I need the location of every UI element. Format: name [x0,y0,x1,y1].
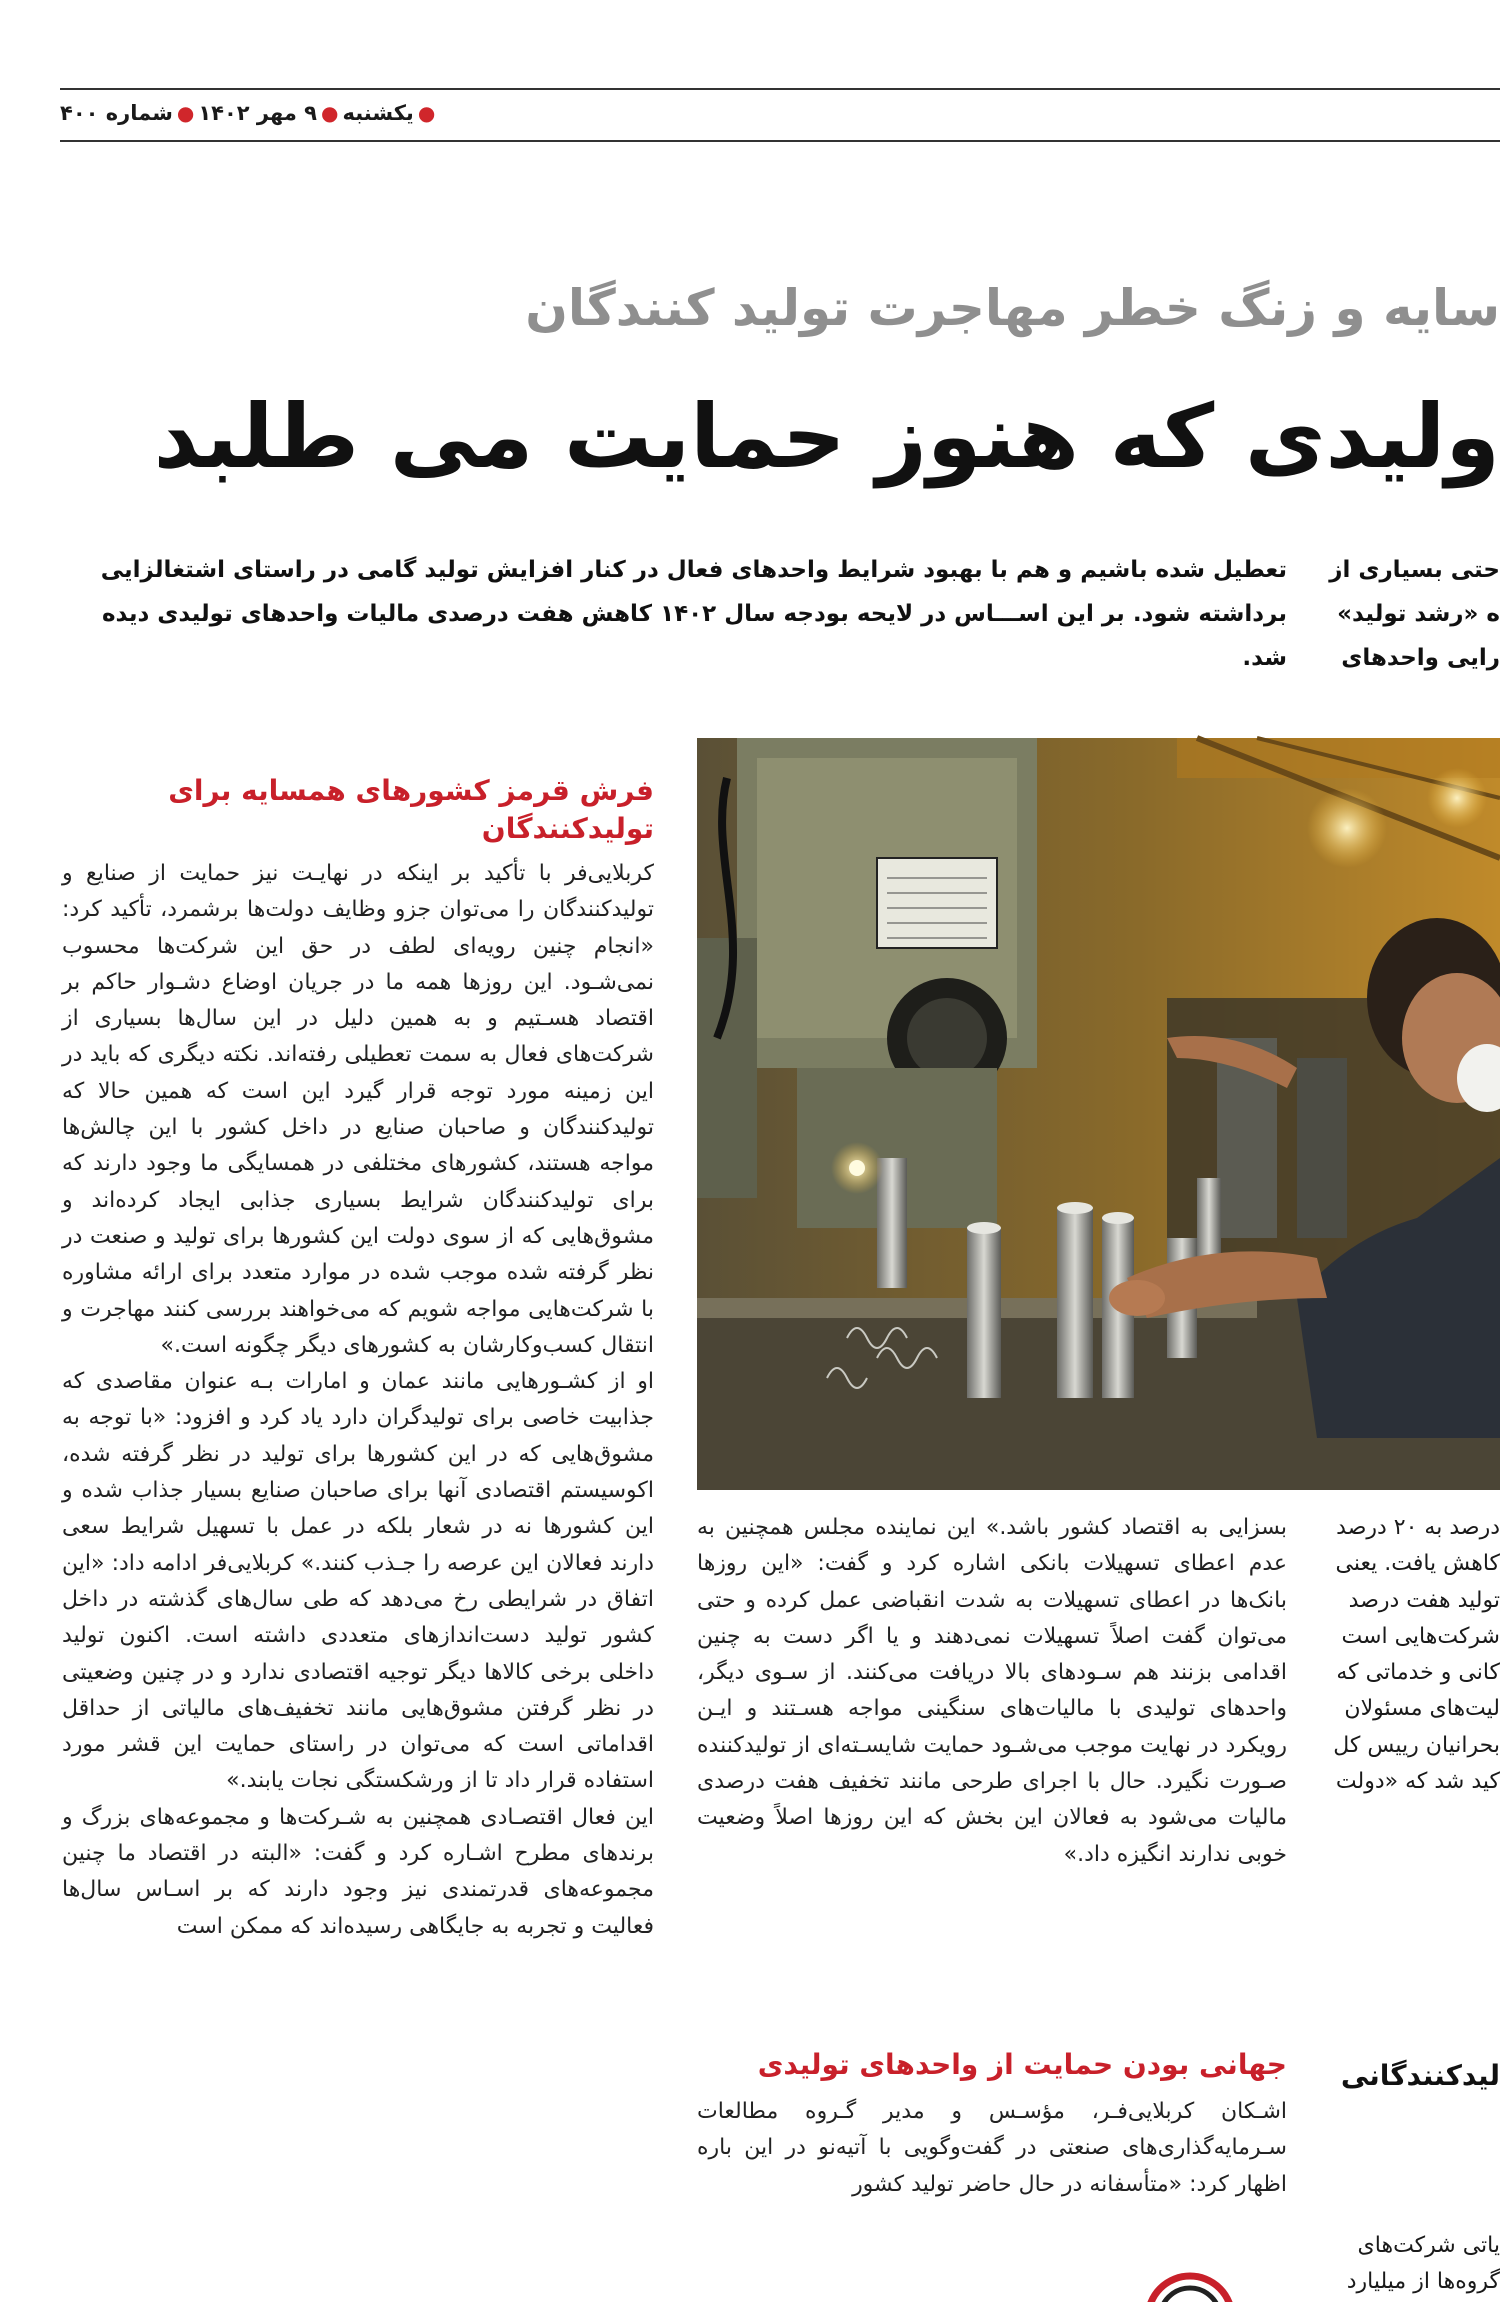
logo-mark-icon [1140,2268,1240,2298]
paragraph: کربلایی‌فر با تأکید بر اینکه در نهایـت نیز حمایت از صنایع و تولیدکنندگان را می‌توان جزو وظایف دولت‌ها برشمرد، تأکید کرد: «انجام چنین رویه‌ای لطف در حق این شرکت‌ها محسوب نمی‌شـود. این روزها همه ما در جریان اوضاع دشـوار حاکم بر اقتصاد هسـتیم و به همین دلیل در این سال‌ها بسیاری از شرکت‌های فعال به سمت تعطیلی رفته‌اند. نکته دیگری که باید در این زمینه مورد توجه قرار گیرد این است که همین حالا که تولیدکنندگان و صاحبان صنایع در داخل کشور با این چالش‌ها مواجه هستند، کشورهای مختلفی در همسایگی ما وجود دارند که برای تولیدکنندگان شرایط بسیاری جذابی ایجاد کرده‌اند و مشوق‌هایی که از سوی دولت این کشورها برای تولید و صنعت در نظر گرفته شده موجب شده در موارد متعدد برای ارائه مشاوره با شرکت‌هایی مواجه شویم که می‌خواهند بررسی کنند مهاجرت و انتقال کسب‌وکارشان به کشورهای دیگر چگونه است.» [62,861,654,1358]
text-line: کید شد که «دولت [1335,1769,1500,1795]
text-line: کاهش یافت. یعنی [1335,1551,1500,1577]
text-line: بحرانیان رییس کل [1333,1732,1500,1758]
bullet-dot-icon: ● [417,101,436,125]
article-column-middle-continued [697,2094,1287,2222]
section-heading-left: فرش قرمز کشورهای همسایه برای تولیدکنندگان [168,774,654,845]
paragraph: این فعال اقتصـادی همچنین به شـرکت‌ها و مجموعه‌های بزرگ و برندهای مطرح اشـاره کرد و گفت: «البته در اقتصاد ما چنین مجموعه‌های قدرتمندی نیز وجود دارند که بر اسـاس سال‌ها فعالیت و تجربه به جایگاهی رسیده‌اند که ممکن است [62,1804,654,1939]
article-column-right-tail [1332,2228,1500,2298]
main-headline: ولیدی که هنوز حمایت می طلبد [153,385,1500,488]
article-column-left [62,856,654,2206]
lead-paragraph: تعطیل شده باشیم و هم با بهبود شرایط واحدهای فعال در کنار افزایش تولید گامی در راستای اشتغالزایی برداشته شود. بر این اســـاس در لایحه بودجه سال ۱۴۰۲ کاهش هفت درصدی مالیات واحدهای تولیدی دیده شد. [100,557,1287,671]
dateline-date: ۹ مهر ۱۴۰۲ [198,101,317,125]
text-line: یاتی شرکت‌های [1357,2233,1500,2258]
paragraph: بسزایی به اقتصاد کشور باشد.» این نماینده مجلس همچنین به عدم اعطای تسهیلات بانکی اشاره کرد و گفت: «این روزها بانک‌ها در اعطای تسهیلات به شدت انقباضی عمل کرده و حتی می‌توان گفت اصلاً تسهیلات نمی‌دهند و یا اگر دست به چنین اقدامی بزنند هم سـودهای بالا دریافت می‌کنند. از سـوی دیگر، واحدهای تولیدی با مالیات‌های سنگینی مواجه هسـتند و ایـن رویکرد در نهایت موجب می‌شـود حمایت شایسـته‌ای از تولیدکننده صـورت نگیرد. حال با اجرای طرحی مانند تخفیف هفت درصدی مالیات می‌شود به فعالان این بخش که این روزها اصلاً وضعیت خوبی ندارند انگیزه داد.» [697,1515,1287,1867]
headline-kicker: سایه و زنگ خطر مهاجرت تولید کنندگان [525,279,1500,337]
bullet-dot-icon: ● [176,101,195,125]
top-rule [60,88,1500,90]
text-line: شرکت‌هایی است [1341,1623,1500,1649]
section-heading-middle: جهانی بودن حمایت از واحدهای تولیدی [757,2048,1287,2081]
text-line: گروه‌ها از میلیارد [1346,2269,1500,2294]
article-column-middle [697,1510,1287,1990]
lead-right-line: حتی بسیاری از [1329,557,1500,583]
lead-right-line: ه «رشد تولید» [1337,601,1500,627]
text-line: لیت‌های مسئولان [1344,1696,1500,1722]
lead-right-fragment [1329,548,1500,688]
text-line: کانی و خدماتی که [1336,1660,1500,1686]
paragraph: او از کشـورهایی مانند عمان و امارات بـه عنوان مقاصدی که جذابیت خاصی برای تولیدگران دارد یاد کرد و افزود: «با توجه به مشوق‌هایی که در این کشورها برای تولید در نظر گرفته شده، اکوسیستم اقتصادی آنها برای صاحبان صنایع بسیار جذاب شده و این کشورها نه در شعار بلکه در عمل با تسهیل شرایط سعی دارند فعالان این عرصه را جـذب کنند.» کربلایی‌فر ادامه داد: «این اتفاق در شرایطی رخ می‌دهد که طی سال‌های گذشته در داخل کشور تولید دست‌اندازهای متعددی داشته است. اکنون تولید داخلی برخی کالاها دیگر توجیه اقتصادی ندارد و در چنین وضعیتی در نظر گرفتن مشوق‌هایی مانند تخفیف‌های مالیاتی از حداقل اقداماتی است که می‌توان در راستای حمایت این قشر مورد استفاده قرار داد تا از ورشکستگی نجات یابند.» [62,1369,654,1794]
text-line: درصد به ۲۰ درصد [1336,1515,1500,1540]
bottom-rule [60,140,1500,142]
factory-photo-illustration [697,738,1500,1490]
dateline-issue: شماره ۴۰۰ [60,101,173,125]
section-heading-right: لیدکنندگانی [1340,2059,1500,2092]
article-column-right [1332,1510,1500,1870]
text-line: تولید هفت درصد [1348,1587,1500,1613]
lead-right-line: رایی واحدهای [1341,645,1500,671]
bullet-dot-icon: ● [321,101,339,125]
factory-worker-photo [697,738,1500,1490]
dateline [60,93,490,133]
paragraph: اشـکان کربلایی‌فـر، مؤسـس و مدیر گـروه مطالعات سـرمایه‌گذاری‌های صنعتی در گفت‌وگویی با آتیه‌نو در این باره اظهار کرد: «متأسفانه در حال حاضر تولید کشور [697,2099,1287,2197]
dateline-day: یکشنبه [342,101,414,125]
